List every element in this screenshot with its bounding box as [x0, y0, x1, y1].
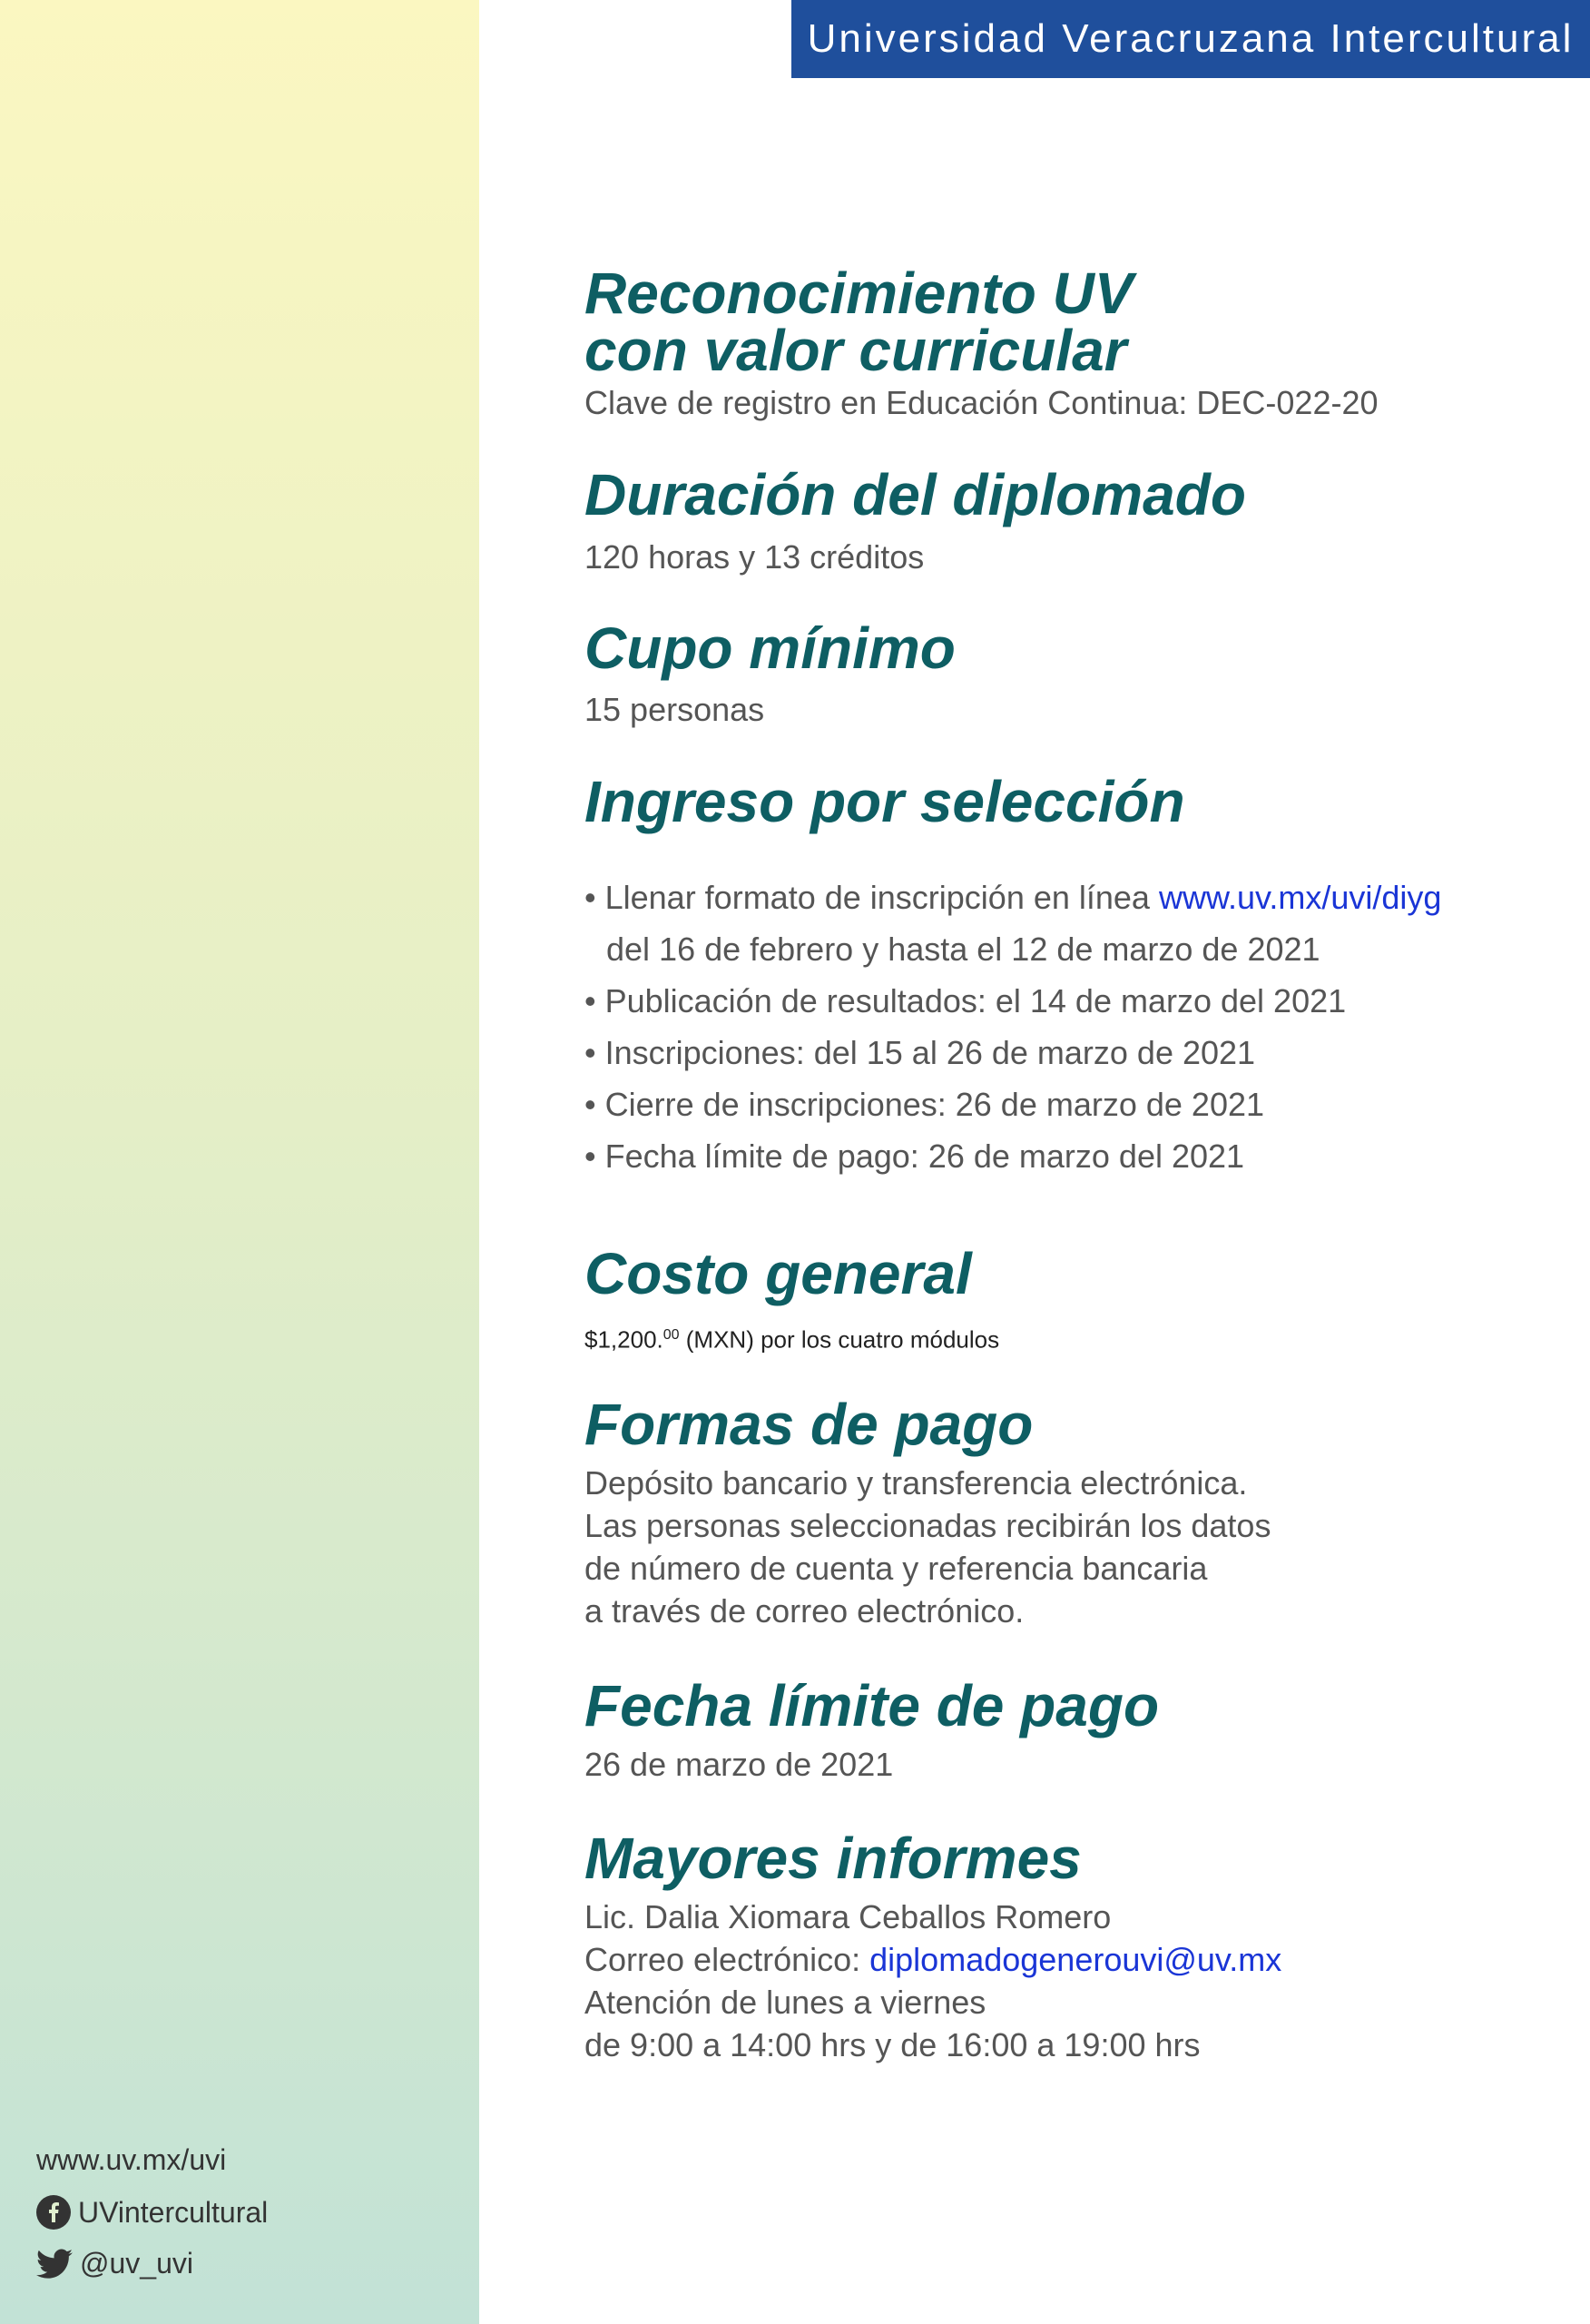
- ingreso-title: Ingreso por selección: [584, 769, 1185, 834]
- duracion-title: Duración del diplomado: [584, 462, 1246, 527]
- formas-line4: a través de correo electrónico.: [584, 1592, 1025, 1630]
- cupo-text: 15 personas: [584, 691, 765, 728]
- formas-title: Formas de pago: [584, 1392, 1034, 1457]
- ingreso-list: [584, 872, 1441, 1182]
- list-item: • Publicación de resultados: el 14 de marzo del 2021: [584, 982, 1347, 1019]
- costo-text: $1,200.00 (MXN) por los cuatro módulos: [584, 1325, 1000, 1354]
- formas-line2: Las personas seleccionadas recibirán los datos: [584, 1507, 1271, 1544]
- list-item: • Cierre de inscripciones: 26 de marzo de 2021: [584, 1086, 1265, 1123]
- contact-email-link[interactable]: diplomadogenerouvi@uv.mx: [869, 1941, 1282, 1978]
- footer-facebook[interactable]: UVintercultural: [36, 2195, 268, 2230]
- contact-email-line: Correo electrónico: diplomadogenerouvi@uv.mx: [584, 1941, 1282, 1978]
- footer-twitter[interactable]: @uv_uvi: [36, 2247, 193, 2280]
- list-item-continuation: del 16 de febrero y hasta el 12 de marzo de 2021: [606, 931, 1320, 968]
- list-item: • Inscripciones: del 15 al 26 de marzo de 2021: [584, 1034, 1256, 1071]
- list-item: • Llenar formato de inscripción en línea www.uv.mx/uvi/diyg: [584, 879, 1442, 916]
- facebook-icon: [36, 2195, 71, 2230]
- university-banner: Universidad Veracruzana Intercultural: [791, 0, 1590, 78]
- fecha-title: Fecha límite de pago: [584, 1673, 1160, 1738]
- reconocimiento-title-line2: con valor curricular: [584, 318, 1127, 383]
- informes-title: Mayores informes: [584, 1826, 1082, 1891]
- fecha-text: 26 de marzo de 2021: [584, 1746, 894, 1783]
- costo-title: Costo general: [584, 1241, 972, 1306]
- registro-clave: Clave de registro en Educación Continua: DEC-022-20: [584, 384, 1379, 421]
- hours-line1: Atención de lunes a viernes: [584, 1984, 986, 2021]
- contact-name: Lic. Dalia Xiomara Ceballos Romero: [584, 1898, 1112, 1935]
- hours-line2: de 9:00 a 14:00 hrs y de 16:00 a 19:00 hrs: [584, 2026, 1201, 2063]
- list-item: • Fecha límite de pago: 26 de marzo del 2021: [584, 1137, 1245, 1175]
- formas-line3: de número de cuenta y referencia bancaria: [584, 1550, 1208, 1587]
- formas-line1: Depósito bancario y transferencia electrónica.: [584, 1464, 1248, 1502]
- reconocimiento-title-line1: Reconocimiento UV: [584, 261, 1134, 326]
- cupo-title: Cupo mínimo: [584, 615, 956, 681]
- twitter-icon: [36, 2249, 73, 2280]
- duracion-text: 120 horas y 13 créditos: [584, 538, 925, 576]
- footer-website[interactable]: www.uv.mx/uvi: [36, 2143, 227, 2176]
- decorative-gradient-sidebar: [0, 0, 479, 2324]
- diyg-link[interactable]: www.uv.mx/uvi/diyg: [1158, 879, 1442, 916]
